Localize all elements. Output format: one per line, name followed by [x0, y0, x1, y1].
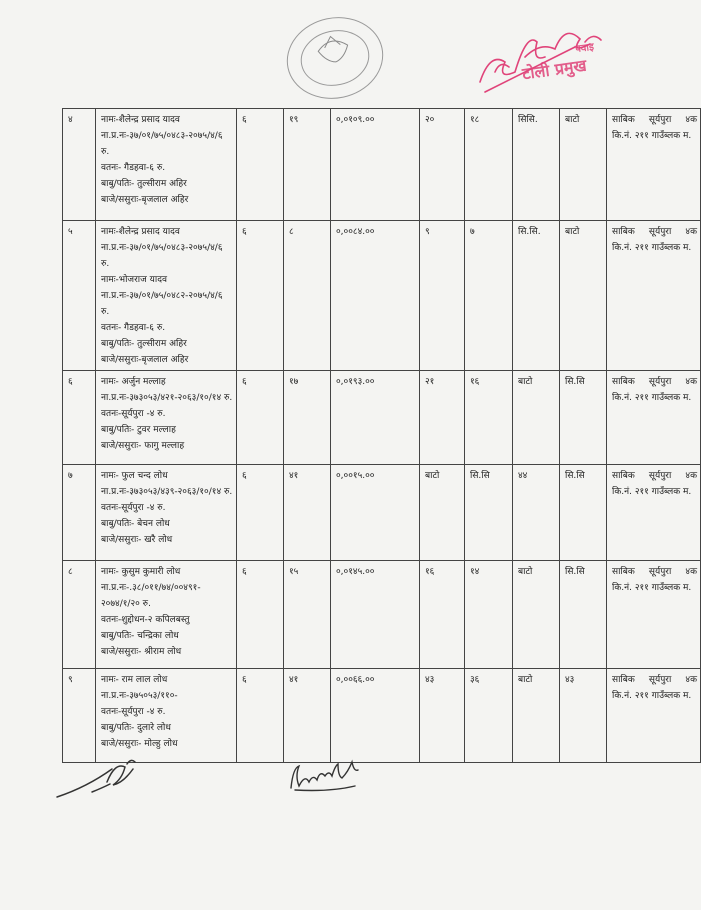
signature-left-icon	[52, 752, 152, 807]
owner-line: बाबु/पतिः- चन्द्रिका लोध	[101, 631, 179, 641]
boundary-south: ४३	[560, 669, 607, 763]
boundary-west: १८	[465, 109, 513, 221]
boundary-north: ४४	[513, 465, 560, 561]
remark: साबिक सूर्यपुरा ४क कि.नं. २११ गाउँब्लक म.	[607, 371, 701, 465]
remark: साबिक सूर्यपुरा ४क कि.नं. २११ गाउँब्लक म.	[607, 109, 701, 221]
boundary-east: ९	[420, 221, 465, 371]
remark: साबिक सूर्यपुरा ४क कि.नं. २११ गाउँब्लक म.	[607, 561, 701, 669]
boundary-south: सि.सि	[560, 561, 607, 669]
owner-line: वतनः- गैडहवा-६ रु.	[101, 323, 166, 333]
boundary-north: सि.सि.	[513, 221, 560, 371]
table-row	[63, 465, 701, 561]
serial-number: ७	[63, 465, 96, 561]
owner-line: ना.प्र.नः-३७/०१/७५/०४८३-२०७५/४/६	[101, 243, 223, 253]
kitta-number: १९	[284, 109, 331, 221]
owner-line: रु.	[101, 307, 110, 317]
owner-line: २०७४/१/२० रु.	[101, 599, 151, 609]
owner-line: ना.प्र.नः-.३८/०११/७४/००४९१-	[101, 583, 201, 593]
boundary-north: बाटो	[513, 561, 560, 669]
owner-line: बाजे/ससुराः-बृजलाल अहिर	[101, 195, 189, 205]
table-row	[63, 669, 701, 763]
owner-line: ना.प्र.नः-३७/०१/७५/०४८२-२०७५/४/६	[101, 291, 223, 301]
owner-line: नामः- फुल चन्द लोध	[101, 471, 168, 481]
table-row	[63, 221, 701, 371]
table-row	[63, 109, 701, 221]
owner-line: बाबु/पतिः- तुल्सीराम अहिर	[101, 179, 187, 189]
owner-details	[96, 109, 237, 221]
serial-number: ५	[63, 221, 96, 371]
owner-line: वतनः-सूर्यपुरा -४ रु.	[101, 503, 166, 513]
boundary-east: २०	[420, 109, 465, 221]
boundary-north: बाटो	[513, 371, 560, 465]
ward-number: ६	[237, 371, 284, 465]
owner-line: नामः- कुसुम कुमारी लोध	[101, 567, 181, 577]
owner-line: वतनः-शुद्दोधन-२ कपिलबस्तु	[101, 615, 190, 625]
owner-details	[96, 221, 237, 371]
boundary-west: १४	[465, 561, 513, 669]
boundary-west: ३६	[465, 669, 513, 763]
owner-line: बाजे/ससुराः- श्रीराम लोध	[101, 647, 182, 657]
area-value: ०,००१५.००	[331, 465, 420, 561]
boundary-north: सिसि.	[513, 109, 560, 221]
boundary-north: बाटो	[513, 669, 560, 763]
table-row	[63, 371, 701, 465]
boundary-south: बाटो	[560, 221, 607, 371]
ward-number: ६	[237, 465, 284, 561]
owner-line: बाजे/ससुराः-बृजलाल अहिर	[101, 355, 189, 365]
kitta-number: १७	[284, 371, 331, 465]
owner-line: बाजे/ससुराः- मोल्हु लोध	[101, 739, 178, 749]
area-value: ०,००६६.००	[331, 669, 420, 763]
owner-line: नामः-भोजराज यादव	[101, 275, 167, 285]
serial-number: ६	[63, 371, 96, 465]
area-value: ०,०१४५.००	[331, 561, 420, 669]
boundary-east: बाटो	[420, 465, 465, 561]
owner-details	[96, 371, 237, 465]
ward-number: ६	[237, 561, 284, 669]
official-seal	[280, 8, 390, 108]
boundary-south: सि.सि	[560, 371, 607, 465]
owner-line: नामः-शैलेन्द्र प्रसाद यादव	[101, 227, 180, 237]
remark: साबिक सूर्यपुरा ४क कि.नं. २११ गाउँब्लक म.	[607, 221, 701, 371]
owner-line: बाबु/पतिः- दुलारे लोध	[101, 723, 171, 733]
kitta-number: ४१	[284, 465, 331, 561]
area-value: ०,००८४.००	[331, 221, 420, 371]
owner-line: बाबु/पतिः- बेचन लोध	[101, 519, 170, 529]
owner-line: वतनः- गैडहवा-६ रु.	[101, 163, 166, 173]
owner-line: वतनः-सूर्यपुरा -४ रु.	[101, 409, 166, 419]
owner-details	[96, 465, 237, 561]
stamp-suffix: पवाइ	[574, 41, 595, 56]
owner-line: वतनः-सूर्यपुरा -४ रु.	[101, 707, 166, 717]
area-value: ०,०१९३.००	[331, 371, 420, 465]
serial-number: ८	[63, 561, 96, 669]
land-records-table	[62, 108, 701, 763]
stamp-text: टोली प्रमुख	[521, 55, 588, 84]
table-row	[63, 561, 701, 669]
kitta-number: ४१	[284, 669, 331, 763]
owner-line: नामः- अर्जुन मल्लाह	[101, 377, 166, 387]
boundary-west: १६	[465, 371, 513, 465]
owner-line: रु.	[101, 147, 110, 157]
boundary-east: ४३	[420, 669, 465, 763]
owner-line: बाबु/पतिः- टुवर मल्लाह	[101, 425, 176, 435]
serial-number: ९	[63, 669, 96, 763]
serial-number: ४	[63, 109, 96, 221]
boundary-west: सि.सि	[465, 465, 513, 561]
kitta-number: १५	[284, 561, 331, 669]
owner-line: ना.प्र.नः-३७५०५३/११०-	[101, 691, 178, 701]
owner-line: ना.प्र.नः-३७३०५३/४३९-२०६३/१०/१४ रु.	[101, 487, 233, 497]
remark: साबिक सूर्यपुरा ४क कि.नं. २११ गाउँब्लक म.	[607, 465, 701, 561]
owner-line: नामः-शैलेन्द्र प्रसाद यादव	[101, 115, 180, 125]
signature-middle-icon	[285, 760, 370, 795]
owner-line: रु.	[101, 259, 110, 269]
boundary-south: सि.सि	[560, 465, 607, 561]
owner-line: ना.प्र.नः-३७३०५३/४२१-२०६३/१०/१४ रु.	[101, 393, 233, 403]
ward-number: ६	[237, 221, 284, 371]
owner-line: ना.प्र.नः-३७/०१/७५/०४८३-२०७५/४/६	[101, 131, 223, 141]
boundary-east: १६	[420, 561, 465, 669]
remark: साबिक सूर्यपुरा ४क कि.नं. २११ गाउँब्लक म.	[607, 669, 701, 763]
ward-number: ६	[237, 109, 284, 221]
boundary-west: ७	[465, 221, 513, 371]
owner-line: नामः- राम लाल लोध	[101, 675, 168, 685]
boundary-east: २१	[420, 371, 465, 465]
area-value: ०,०१०९.००	[331, 109, 420, 221]
owner-details	[96, 561, 237, 669]
owner-line: बाजे/ससुराः- खरै लोध	[101, 535, 173, 545]
boundary-south: बाटो	[560, 109, 607, 221]
owner-line: बाबु/पतिः- तुल्सीराम अहिर	[101, 339, 187, 349]
owner-line: बाजे/ससुराः- फागु मल्लाह	[101, 441, 185, 451]
kitta-number: ८	[284, 221, 331, 371]
owner-details	[96, 669, 237, 763]
ward-number: ६	[237, 669, 284, 763]
